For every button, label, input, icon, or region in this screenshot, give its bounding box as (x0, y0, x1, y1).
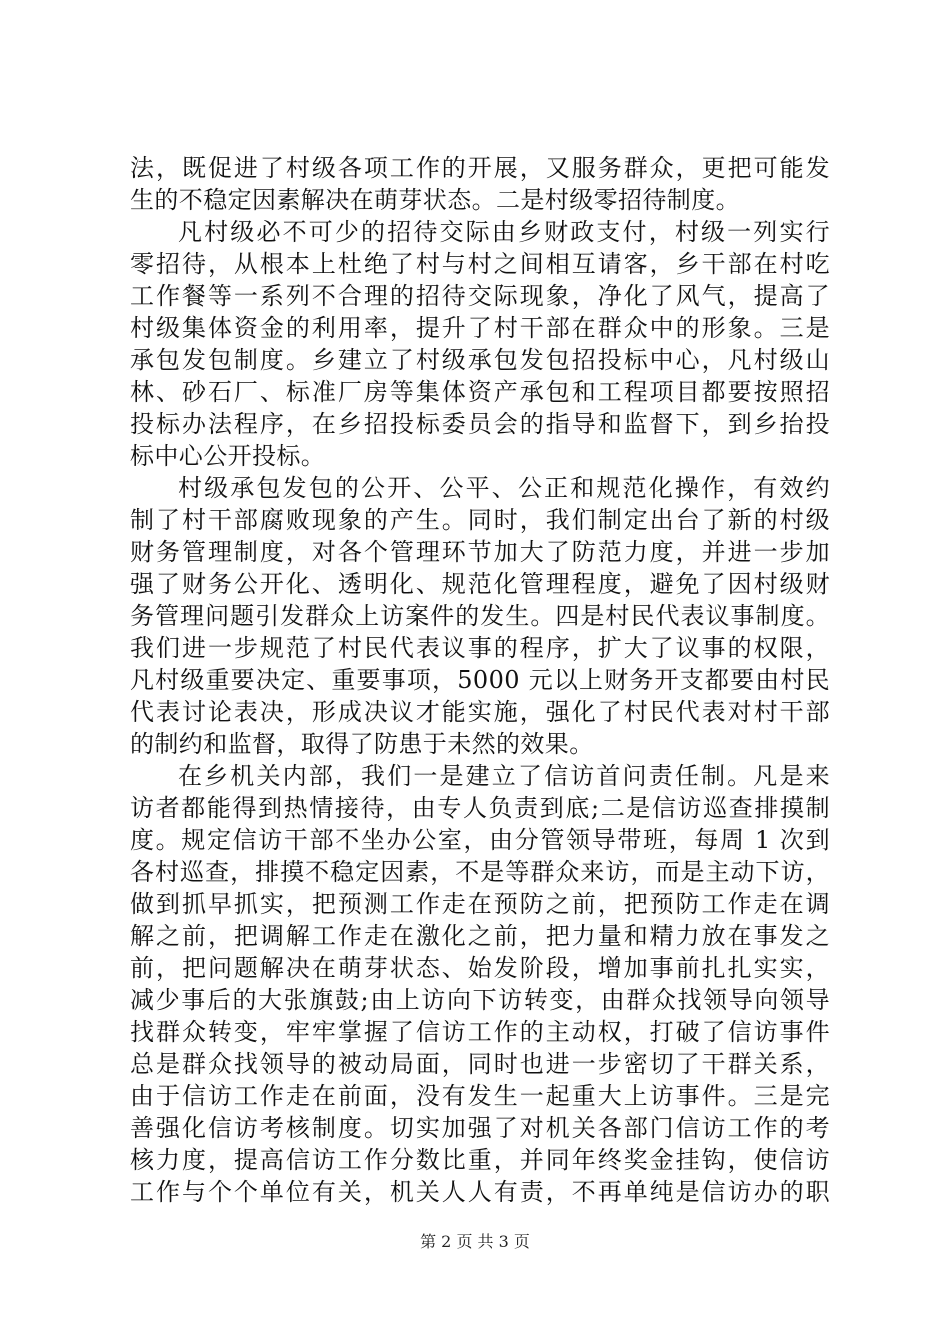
text-line: 减少事后的大张旗鼓;由上访向下访转变，由群众找领导向领导 (130, 986, 830, 1014)
text-line: 工作与个个单位有关，机关人人有责，不再单纯是信访办的职 (130, 1178, 830, 1206)
text-line: 我们进一步规范了村民代表议事的程序，扩大了议事的权限， (130, 634, 830, 662)
paragraph (130, 760, 830, 1208)
text-line: 前，把问题解决在萌芽状态、始发阶段，增加事前扎扎实实， (130, 954, 830, 982)
text-line: 各村巡查，排摸不稳定因素，不是等群众来访，而是主动下访， (130, 858, 830, 886)
paragraph (130, 472, 830, 760)
text-line: 访者都能得到热情接待，由专人负责到底;二是信访巡查排摸制 (130, 794, 830, 822)
document-body (130, 152, 830, 1208)
text-line: 投标办法程序，在乡招投标委员会的指导和监督下，到乡抬投 (130, 410, 830, 438)
page-number-footer: 第 2 页 共 3 页 (420, 1232, 530, 1251)
text-line: 标中心公开投标。 (130, 442, 326, 470)
text-line: 做到抓早抓实，把预测工作走在预防之前，把预防工作走在调 (130, 890, 830, 918)
text-line: 务管理问题引发群众上访案件的发生。四是村民代表议事制度。 (130, 602, 830, 630)
text-line: 的制约和监督，取得了防患于未然的效果。 (130, 730, 594, 758)
text-line: 村级集体资金的利用率，提升了村干部在群众中的形象。三是 (130, 314, 830, 342)
text-line: 生的不稳定因素解决在萌芽状态。二是村级零招待制度。 (130, 186, 740, 214)
text-line: 零招待，从根本上杜绝了村与村之间相互请客，乡干部在村吃 (130, 250, 830, 278)
text-line: 工作餐等一系列不合理的招待交际现象，净化了风气，提高了 (130, 282, 830, 310)
text-line: 强了财务公开化、透明化、规范化管理程度，避免了因村级财 (130, 570, 830, 598)
paragraph (130, 152, 830, 216)
text-line: 承包发包制度。乡建立了村级承包发包招投标中心，凡村级山 (130, 346, 830, 374)
text-line: 善强化信访考核制度。切实加强了对机关各部门信访工作的考 (130, 1114, 830, 1142)
text-line: 度。规定信访干部不坐办公室，由分管领导带班，每周 1 次到 (130, 826, 830, 854)
text-line: 代表讨论表决，形成决议才能实施，强化了村民代表对村干部 (130, 698, 830, 726)
text-line: 林、砂石厂、标准厂房等集体资产承包和工程项目都要按照招 (130, 378, 830, 406)
text-line: 村级承包发包的公开、公平、公正和规范化操作，有效约 (178, 474, 830, 502)
paragraph (130, 216, 830, 472)
text-line: 凡村级必不可少的招待交际由乡财政支付，村级一列实行 (178, 218, 830, 246)
text-line: 法，既促进了村级各项工作的开展，又服务群众，更把可能发 (130, 154, 830, 182)
text-line: 核力度，提高信访工作分数比重，并同年终奖金挂钩，使信访 (130, 1146, 830, 1174)
text-line: 找群众转变，牢牢掌握了信访工作的主动权，打破了信访事件 (130, 1018, 830, 1046)
text-line: 财务管理制度，对各个管理环节加大了防范力度，并进一步加 (130, 538, 830, 566)
text-line: 由于信访工作走在前面，没有发生一起重大上访事件。三是完 (130, 1082, 830, 1110)
text-line: 解之前，把调解工作走在激化之前，把力量和精力放在事发之 (130, 922, 830, 950)
text-line: 总是群众找领导的被动局面，同时也进一步密切了干群关系， (130, 1050, 830, 1078)
text-line: 凡村级重要决定、重要事项，5000 元以上财务开支都要由村民 (130, 666, 830, 694)
text-line: 制了村干部腐败现象的产生。同时，我们制定出台了新的村级 (130, 506, 830, 534)
text-line: 在乡机关内部，我们一是建立了信访首问责任制。凡是来 (178, 762, 830, 790)
